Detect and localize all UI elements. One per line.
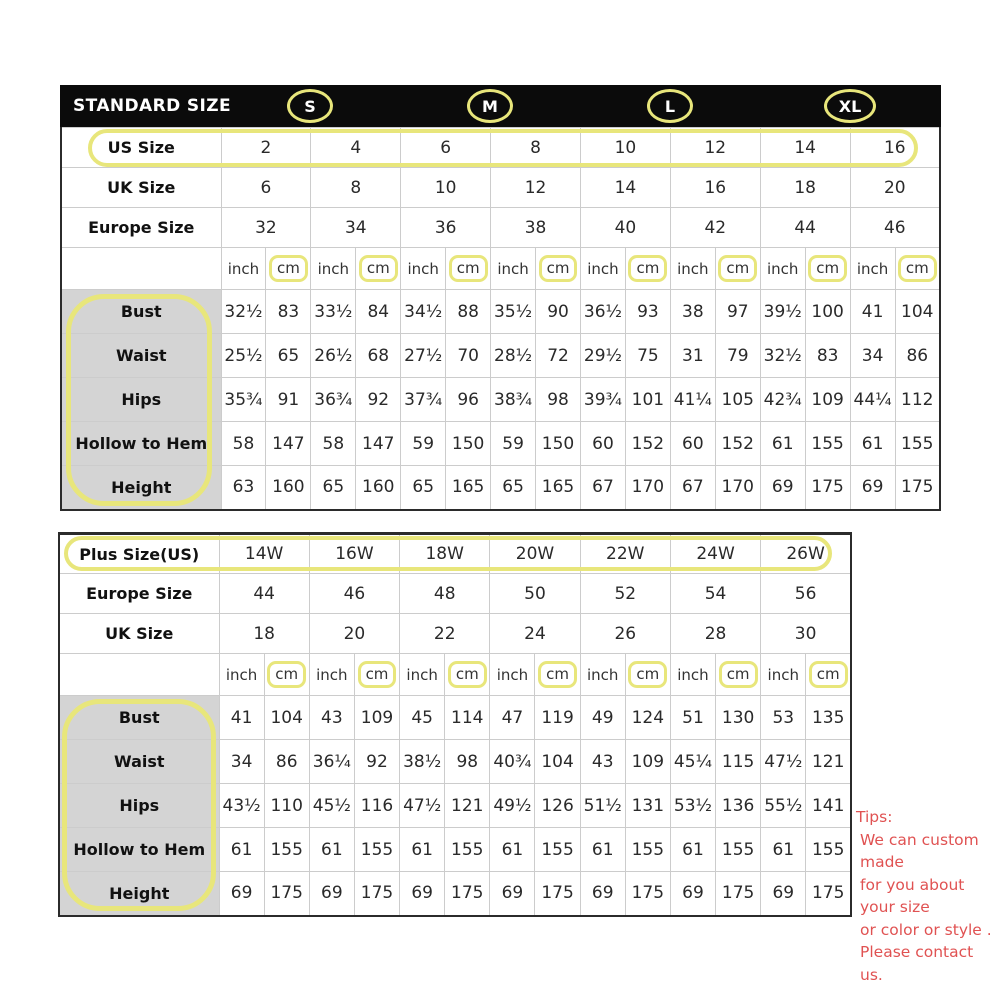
tips-line: or color or style . (860, 920, 992, 939)
size-l-badge: L (647, 89, 693, 123)
measure-cell: 83 (805, 334, 850, 378)
measure-cell: 65 (311, 466, 356, 510)
cm-unit-highlight-box: cm (267, 661, 306, 688)
inch-unit-label: inch (219, 654, 264, 696)
measure-cell: 96 (446, 378, 491, 422)
measure-cell: 27½ (401, 334, 446, 378)
inch-unit-label: inch (580, 654, 625, 696)
size-cell: 56 (761, 574, 851, 614)
measure-cell: 51½ (580, 784, 625, 828)
measure-cell: 65 (401, 466, 446, 510)
size-cell: 26W (761, 534, 851, 574)
size-cell: 18 (219, 614, 309, 654)
measure-cell: 109 (805, 378, 850, 422)
size-cell: 10 (581, 128, 671, 168)
cm-unit-highlight-box: cm (359, 255, 398, 282)
measure-cell: 155 (716, 828, 761, 872)
measure-cell: 36¼ (309, 740, 354, 784)
size-cell: 8 (311, 168, 401, 208)
size-cell: 6 (221, 168, 311, 208)
measure-cell: 34 (850, 334, 895, 378)
measure-cell: 155 (354, 828, 399, 872)
tips-note (856, 806, 1000, 986)
measure-cell: 35¾ (221, 378, 266, 422)
size-cell: 2 (221, 128, 311, 168)
size-cell: 18W (400, 534, 490, 574)
plus-size-grid (58, 532, 852, 917)
measure-cell: 175 (805, 466, 850, 510)
row-label-hollow-to-hem: Hollow to Hem (61, 422, 221, 466)
measure-cell: 86 (264, 740, 309, 784)
cm-unit-highlight-box: cm (628, 661, 667, 688)
measure-cell: 170 (715, 466, 760, 510)
size-cell: 40 (581, 208, 671, 248)
measure-cell: 160 (356, 466, 401, 510)
measure-cell: 39¾ (581, 378, 626, 422)
row-label-europe-size: Europe Size (59, 574, 219, 614)
inch-unit-label: inch (670, 654, 715, 696)
measure-cell: 34 (219, 740, 264, 784)
measure-cell: 32½ (760, 334, 805, 378)
measure-cell: 67 (581, 466, 626, 510)
measure-cell: 60 (670, 422, 715, 466)
measure-cell: 69 (490, 872, 535, 916)
size-cell: 28 (670, 614, 760, 654)
size-cell: 14 (760, 128, 850, 168)
measure-cell: 65 (266, 334, 311, 378)
measure-cell: 38 (670, 290, 715, 334)
tips-line: for you about your size (860, 875, 965, 916)
measure-cell: 43 (309, 696, 354, 740)
size-cell: 36 (401, 208, 491, 248)
measure-cell: 69 (580, 872, 625, 916)
measure-cell: 72 (536, 334, 581, 378)
measure-cell: 147 (266, 422, 311, 466)
measure-cell: 126 (535, 784, 580, 828)
measure-cell: 61 (309, 828, 354, 872)
measure-cell: 68 (356, 334, 401, 378)
size-cell: 26 (580, 614, 670, 654)
measure-cell: 90 (536, 290, 581, 334)
measure-cell: 55½ (761, 784, 806, 828)
row-label-uk-size: UK Size (61, 168, 221, 208)
inch-unit-label: inch (490, 654, 535, 696)
size-xl-badge: XL (824, 89, 876, 123)
measure-cell: 97 (715, 290, 760, 334)
size-cell: 52 (580, 574, 670, 614)
measure-cell: 160 (266, 466, 311, 510)
measure-cell: 150 (536, 422, 581, 466)
cm-unit-highlight-box: cm (718, 255, 757, 282)
row-label-waist: Waist (61, 334, 221, 378)
measure-cell: 47½ (400, 784, 445, 828)
measure-cell: 121 (806, 740, 851, 784)
inch-unit-label: inch (491, 248, 536, 290)
measure-cell: 69 (761, 872, 806, 916)
cm-unit-cell (356, 248, 401, 290)
measure-cell: 61 (850, 422, 895, 466)
size-cell: 48 (400, 574, 490, 614)
inch-unit-label: inch (761, 654, 806, 696)
measure-cell: 41 (219, 696, 264, 740)
measure-cell: 44¼ (850, 378, 895, 422)
measure-cell: 45 (400, 696, 445, 740)
inch-unit-label: inch (309, 654, 354, 696)
size-cell: 46 (850, 208, 940, 248)
measure-cell: 155 (264, 828, 309, 872)
cm-unit-cell (536, 248, 581, 290)
size-cell: 44 (219, 574, 309, 614)
measure-cell: 175 (264, 872, 309, 916)
standard-size-header-bar (60, 85, 941, 127)
inch-unit-label: inch (581, 248, 626, 290)
size-cell: 42 (670, 208, 760, 248)
measure-cell: 124 (625, 696, 670, 740)
cm-unit-cell (535, 654, 580, 696)
measure-cell: 175 (625, 872, 670, 916)
inch-unit-label: inch (670, 248, 715, 290)
measure-cell: 147 (356, 422, 401, 466)
measure-cell: 53½ (670, 784, 715, 828)
measure-cell: 61 (219, 828, 264, 872)
measure-cell: 70 (446, 334, 491, 378)
size-cell: 16W (309, 534, 399, 574)
measure-cell: 110 (264, 784, 309, 828)
cm-unit-cell (266, 248, 311, 290)
measure-cell: 93 (625, 290, 670, 334)
measure-cell: 36¾ (311, 378, 356, 422)
size-cell: 44 (760, 208, 850, 248)
standard-size-grid (60, 127, 941, 511)
measure-cell: 61 (400, 828, 445, 872)
size-m-badge: M (467, 89, 513, 123)
measure-cell: 155 (806, 828, 851, 872)
cm-unit-highlight-box: cm (809, 661, 848, 688)
inch-unit-label: inch (760, 248, 805, 290)
measure-cell: 61 (490, 828, 535, 872)
size-cell: 38 (491, 208, 581, 248)
size-cell: 54 (670, 574, 760, 614)
standard-size-table (60, 85, 941, 511)
measure-cell: 175 (716, 872, 761, 916)
measure-cell: 92 (354, 740, 399, 784)
size-cell: 16 (670, 168, 760, 208)
size-cell: 16 (850, 128, 940, 168)
row-label-hollow-to-hem: Hollow to Hem (59, 828, 219, 872)
size-cell: 32 (221, 208, 311, 248)
measure-cell: 58 (311, 422, 356, 466)
measure-cell: 38½ (400, 740, 445, 784)
measure-cell: 69 (850, 466, 895, 510)
tips-line: Please contact us. (860, 943, 974, 984)
row-label-europe-size: Europe Size (61, 208, 221, 248)
measure-cell: 119 (535, 696, 580, 740)
measure-cell: 32½ (221, 290, 266, 334)
measure-cell: 69 (219, 872, 264, 916)
size-cell: 10 (401, 168, 491, 208)
measure-cell: 152 (715, 422, 760, 466)
measure-cell: 33½ (311, 290, 356, 334)
cm-unit-cell (264, 654, 309, 696)
measure-cell: 83 (266, 290, 311, 334)
tips-line: We can custom made (860, 830, 979, 871)
size-cell: 8 (491, 128, 581, 168)
cm-unit-highlight-box: cm (358, 661, 397, 688)
size-s-badge: S (287, 89, 333, 123)
size-cell: 20 (850, 168, 940, 208)
cm-unit-highlight-box: cm (269, 255, 308, 282)
measure-cell: 155 (535, 828, 580, 872)
size-cell: 22W (580, 534, 670, 574)
cm-unit-cell (715, 248, 760, 290)
inch-unit-label: inch (401, 248, 446, 290)
measure-cell: 112 (895, 378, 940, 422)
measure-cell: 63 (221, 466, 266, 510)
cm-unit-highlight-box: cm (808, 255, 847, 282)
measure-cell: 121 (445, 784, 490, 828)
row-label-hips: Hips (59, 784, 219, 828)
cm-unit-highlight-box: cm (449, 255, 488, 282)
row-label-waist: Waist (59, 740, 219, 784)
measure-cell: 75 (625, 334, 670, 378)
measure-cell: 98 (445, 740, 490, 784)
row-label-height: Height (59, 872, 219, 916)
measure-cell: 165 (446, 466, 491, 510)
measure-cell: 53 (761, 696, 806, 740)
measure-cell: 104 (264, 696, 309, 740)
measure-cell: 116 (354, 784, 399, 828)
inch-unit-label: inch (221, 248, 266, 290)
measure-cell: 175 (445, 872, 490, 916)
cm-unit-highlight-box: cm (539, 255, 578, 282)
measure-cell: 61 (760, 422, 805, 466)
measure-cell: 60 (581, 422, 626, 466)
measure-cell: 175 (535, 872, 580, 916)
measure-cell: 175 (806, 872, 851, 916)
measure-cell: 67 (670, 466, 715, 510)
tips-title: Tips: (856, 808, 893, 826)
measure-cell: 131 (625, 784, 670, 828)
size-cell: 22 (400, 614, 490, 654)
size-cell: 18 (760, 168, 850, 208)
measure-cell: 43 (580, 740, 625, 784)
cm-unit-cell (354, 654, 399, 696)
size-cell: 24W (670, 534, 760, 574)
row-label-uk-size: UK Size (59, 614, 219, 654)
size-cell: 20 (309, 614, 399, 654)
measure-cell: 115 (716, 740, 761, 784)
measure-cell: 45¼ (670, 740, 715, 784)
cm-unit-cell (625, 654, 670, 696)
measure-cell: 61 (670, 828, 715, 872)
measure-cell: 104 (895, 290, 940, 334)
unit-row-empty-label (61, 248, 221, 290)
row-label-bust: Bust (61, 290, 221, 334)
measure-cell: 40¾ (490, 740, 535, 784)
measure-cell: 47 (490, 696, 535, 740)
measure-cell: 141 (806, 784, 851, 828)
measure-cell: 51 (670, 696, 715, 740)
measure-cell: 152 (625, 422, 670, 466)
cm-unit-highlight-box: cm (628, 255, 667, 282)
measure-cell: 47½ (761, 740, 806, 784)
inch-unit-label: inch (850, 248, 895, 290)
measure-cell: 36½ (581, 290, 626, 334)
measure-cell: 42¾ (760, 378, 805, 422)
measure-cell: 109 (354, 696, 399, 740)
measure-cell: 136 (716, 784, 761, 828)
measure-cell: 135 (806, 696, 851, 740)
measure-cell: 155 (805, 422, 850, 466)
measure-cell: 61 (580, 828, 625, 872)
measure-cell: 88 (446, 290, 491, 334)
cm-unit-cell (445, 654, 490, 696)
measure-cell: 109 (625, 740, 670, 784)
cm-unit-cell (895, 248, 940, 290)
measure-cell: 155 (625, 828, 670, 872)
measure-cell: 29½ (581, 334, 626, 378)
size-cell: 30 (761, 614, 851, 654)
row-label-plus-size-us: Plus Size(US) (59, 534, 219, 574)
row-label-bust: Bust (59, 696, 219, 740)
size-cell: 4 (311, 128, 401, 168)
measure-cell: 92 (356, 378, 401, 422)
inch-unit-label: inch (400, 654, 445, 696)
cm-unit-cell (806, 654, 851, 696)
size-cell: 14 (581, 168, 671, 208)
size-cell: 50 (490, 574, 580, 614)
measure-cell: 86 (895, 334, 940, 378)
cm-unit-cell (625, 248, 670, 290)
unit-row-empty-label (59, 654, 219, 696)
measure-cell: 45½ (309, 784, 354, 828)
measure-cell: 65 (491, 466, 536, 510)
size-cell: 12 (491, 168, 581, 208)
measure-cell: 43½ (219, 784, 264, 828)
measure-cell: 100 (805, 290, 850, 334)
inch-unit-label: inch (311, 248, 356, 290)
size-cell: 12 (670, 128, 760, 168)
plus-size-table (58, 532, 852, 917)
measure-cell: 114 (445, 696, 490, 740)
measure-cell: 59 (491, 422, 536, 466)
measure-cell: 101 (625, 378, 670, 422)
measure-cell: 155 (445, 828, 490, 872)
measure-cell: 58 (221, 422, 266, 466)
measure-cell: 61 (761, 828, 806, 872)
measure-cell: 41¼ (670, 378, 715, 422)
measure-cell: 31 (670, 334, 715, 378)
measure-cell: 26½ (311, 334, 356, 378)
cm-unit-highlight-box: cm (538, 661, 577, 688)
size-cell: 24 (490, 614, 580, 654)
measure-cell: 39½ (760, 290, 805, 334)
measure-cell: 69 (309, 872, 354, 916)
row-label-hips: Hips (61, 378, 221, 422)
measure-cell: 69 (760, 466, 805, 510)
measure-cell: 150 (446, 422, 491, 466)
cm-unit-cell (805, 248, 850, 290)
measure-cell: 170 (625, 466, 670, 510)
measure-cell: 79 (715, 334, 760, 378)
measure-cell: 49 (580, 696, 625, 740)
measure-cell: 38¾ (491, 378, 536, 422)
measure-cell: 59 (401, 422, 446, 466)
measure-cell: 130 (716, 696, 761, 740)
row-label-us-size: US Size (61, 128, 221, 168)
measure-cell: 37¾ (401, 378, 446, 422)
measure-cell: 91 (266, 378, 311, 422)
size-cell: 14W (219, 534, 309, 574)
measure-cell: 69 (400, 872, 445, 916)
size-cell: 46 (309, 574, 399, 614)
measure-cell: 175 (895, 466, 940, 510)
size-cell: 6 (401, 128, 491, 168)
size-cell: 20W (490, 534, 580, 574)
measure-cell: 84 (356, 290, 401, 334)
measure-cell: 41 (850, 290, 895, 334)
measure-cell: 165 (536, 466, 581, 510)
cm-unit-cell (716, 654, 761, 696)
measure-cell: 105 (715, 378, 760, 422)
measure-cell: 28½ (491, 334, 536, 378)
size-cell: 34 (311, 208, 401, 248)
measure-cell: 25½ (221, 334, 266, 378)
measure-cell: 104 (535, 740, 580, 784)
cm-unit-highlight-box: cm (448, 661, 487, 688)
measure-cell: 35½ (491, 290, 536, 334)
measure-cell: 49½ (490, 784, 535, 828)
row-label-height: Height (61, 466, 221, 510)
measure-cell: 34½ (401, 290, 446, 334)
cm-unit-highlight-box: cm (898, 255, 937, 282)
measure-cell: 98 (536, 378, 581, 422)
measure-cell: 69 (670, 872, 715, 916)
measure-cell: 175 (354, 872, 399, 916)
measure-cell: 155 (895, 422, 940, 466)
cm-unit-cell (446, 248, 491, 290)
standard-size-title: STANDARD SIZE (73, 96, 232, 116)
cm-unit-highlight-box: cm (719, 661, 758, 688)
